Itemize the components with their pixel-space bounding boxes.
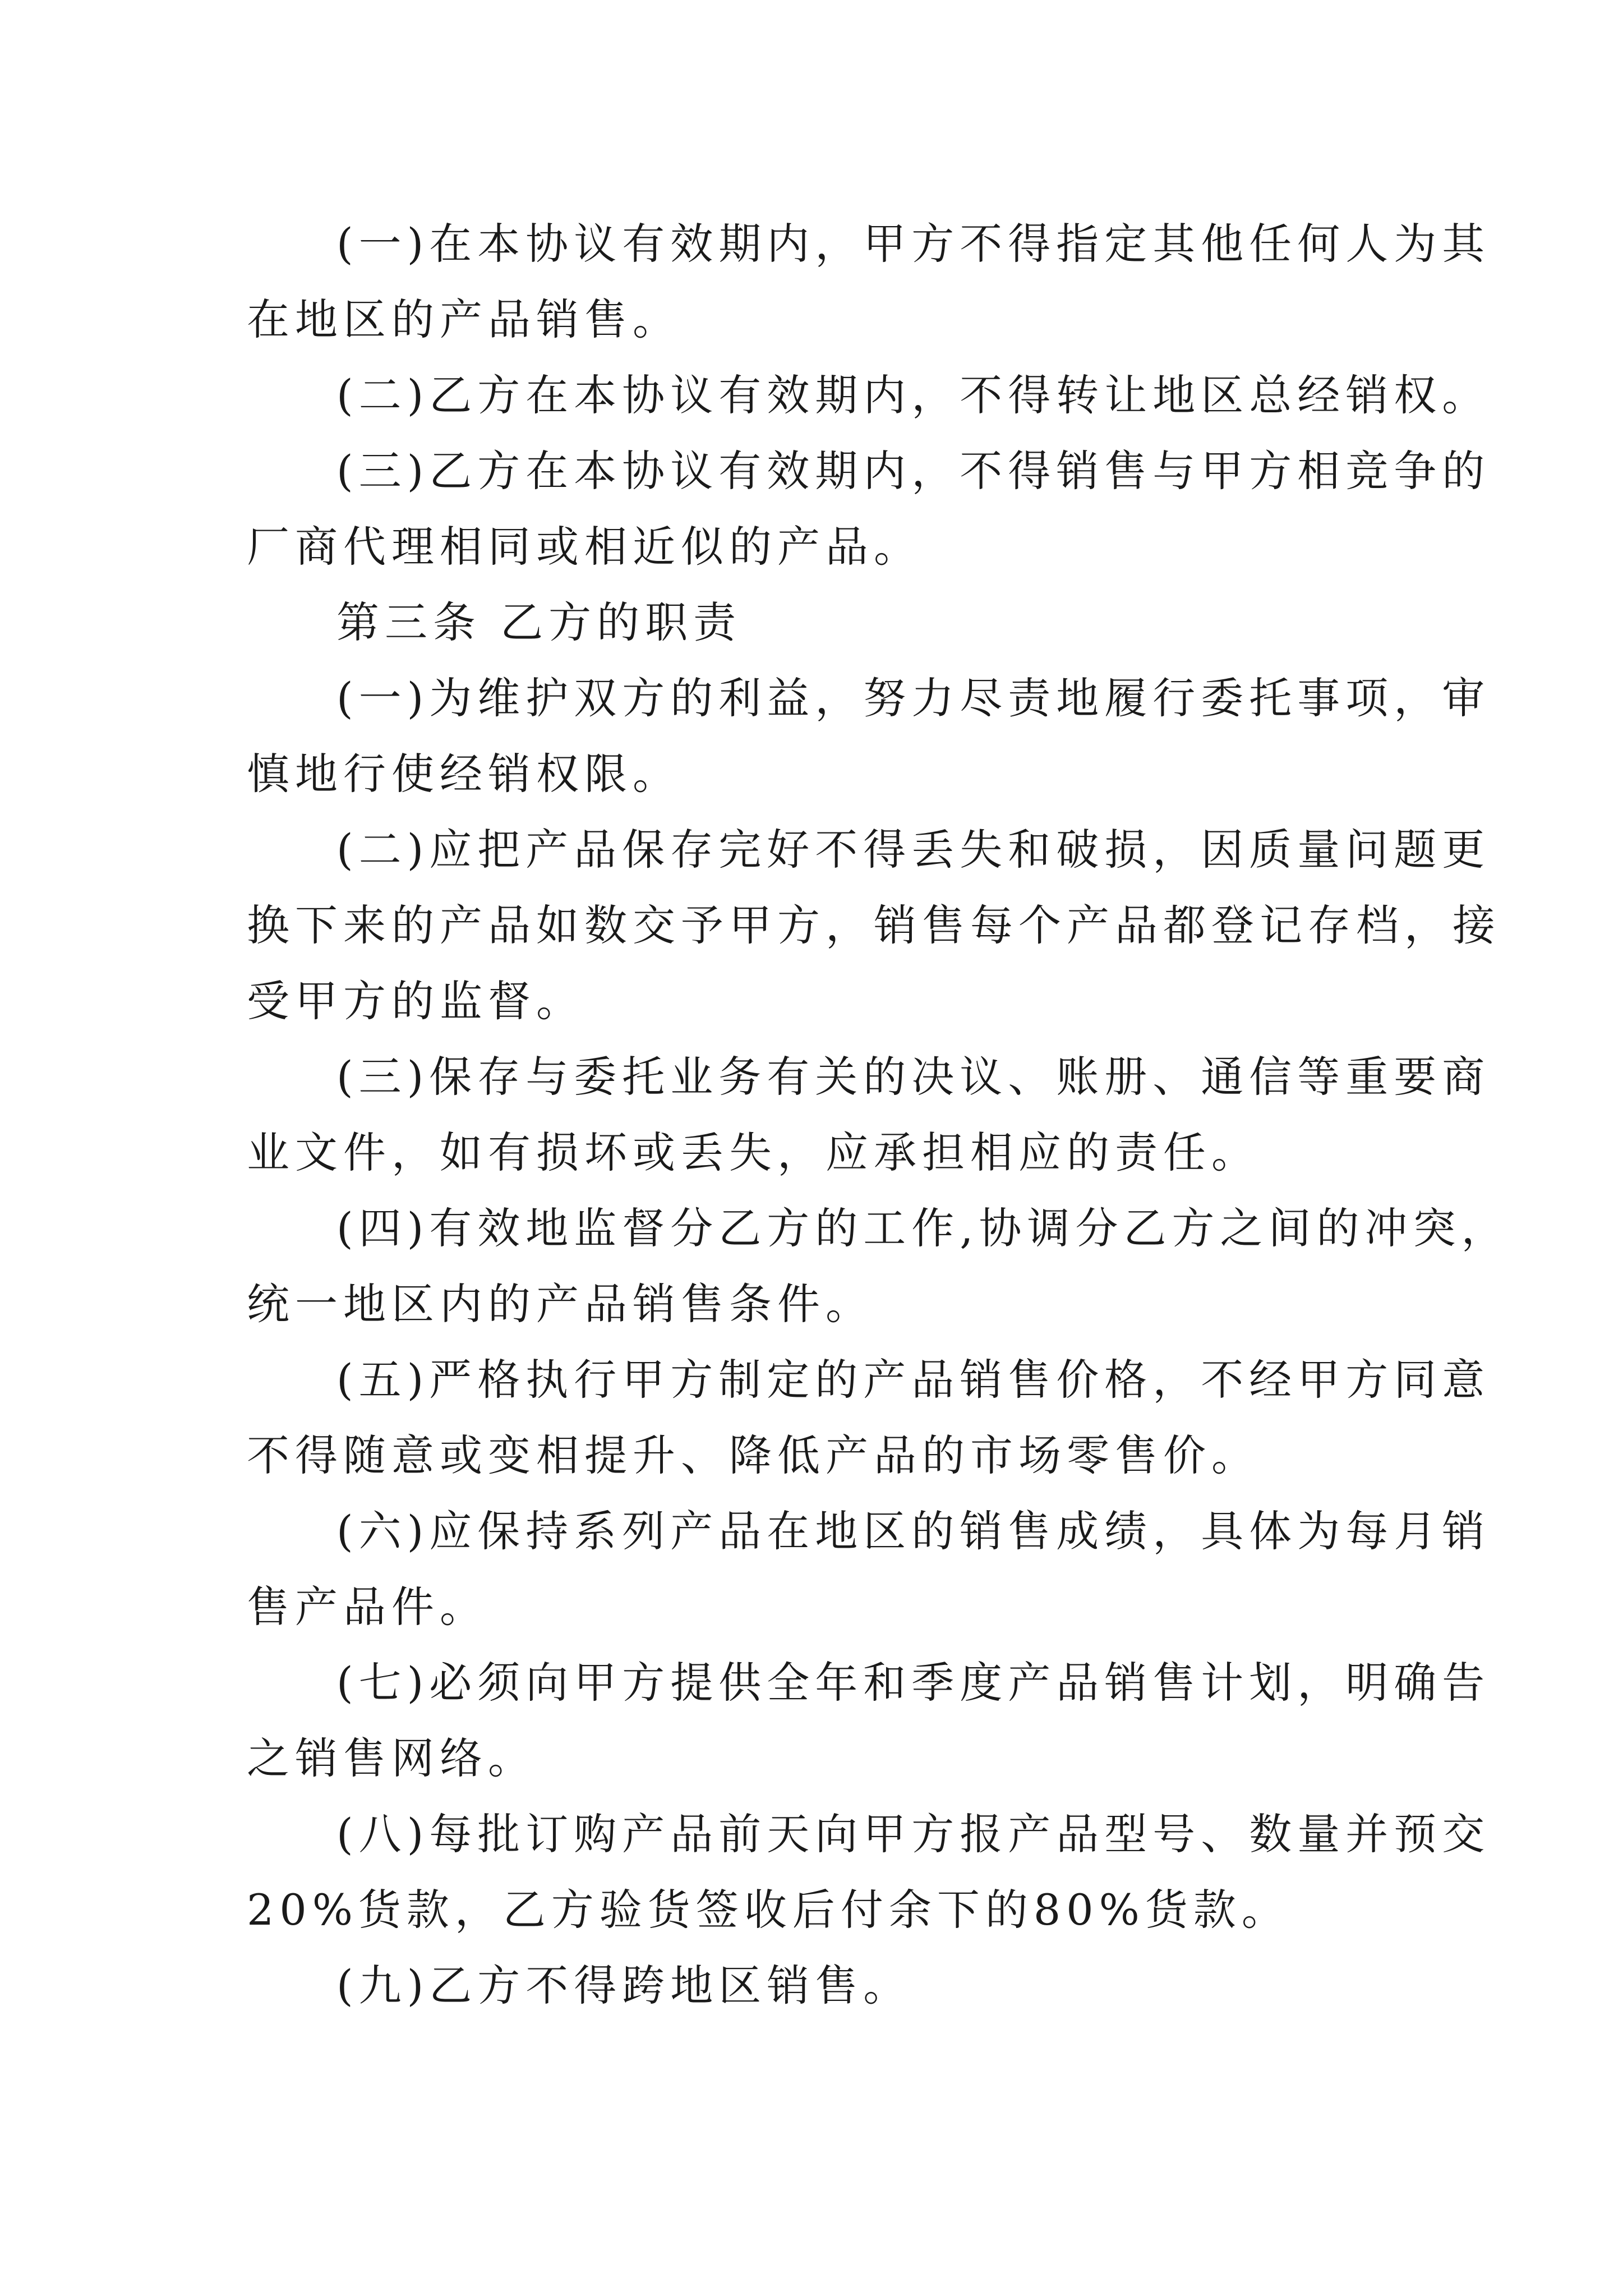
text-line: 受甲方的监督。 xyxy=(247,976,584,1026)
text-line: (七)必须向甲方提供全年和季度产品销售计划，明确告 xyxy=(336,1658,1491,1708)
text-line: (八)每批订购产品前天向甲方报产品型号、数量并预交 xyxy=(336,1809,1491,1859)
text-line: (四)有效地监督分乙方的工作,协调分乙方之间的冲突， xyxy=(336,1203,1510,1253)
text-line: 20%货款，乙方验货签收后付余下的80%货款。 xyxy=(247,1885,1290,1935)
text-line: 之销售网络。 xyxy=(247,1733,536,1783)
text-line: 不得随意或变相提升、降低产品的市场零售价。 xyxy=(247,1430,1260,1480)
text-line: (二)应把产品保存完好不得丢失和破损，因质量问题更 xyxy=(336,825,1491,875)
text-line: 在地区的产品销售。 xyxy=(247,295,681,344)
text-line: (九)乙方不得跨地区销售。 xyxy=(336,1961,912,2010)
text-line: (二)乙方在本协议有效期内，不得转让地区总经销权。 xyxy=(336,370,1491,420)
text-line: 厂商代理相同或相近似的产品。 xyxy=(247,522,922,572)
text-line: (三)保存与委托业务有关的决议、账册、通信等重要商 xyxy=(336,1052,1491,1102)
text-line: 售产品件。 xyxy=(247,1582,488,1632)
text-line: 换下来的产品如数交予甲方，销售每个产品都登记存档，接 xyxy=(247,900,1501,950)
text-line: (五)严格执行甲方制定的产品销售价格，不经甲方同意 xyxy=(336,1355,1491,1405)
text-line: (六)应保持系列产品在地区的销售成绩，具体为每月销 xyxy=(336,1506,1491,1556)
text-line: (三)乙方在本协议有效期内，不得销售与甲方相竞争的 xyxy=(336,446,1491,496)
text-line: 业文件，如有损坏或丢失，应承担相应的责任。 xyxy=(247,1128,1260,1177)
text-line: (一)在本协议有效期内，甲方不得指定其他任何人为其 xyxy=(336,219,1491,269)
text-line: 统一地区内的产品销售条件。 xyxy=(247,1279,874,1329)
section-heading: 第三条 乙方的职责 xyxy=(336,597,742,647)
text-line: 慎地行使经销权限。 xyxy=(247,749,681,799)
text-line: (一)为维护双方的利益，努力尽责地履行委托事项，审 xyxy=(336,673,1491,723)
